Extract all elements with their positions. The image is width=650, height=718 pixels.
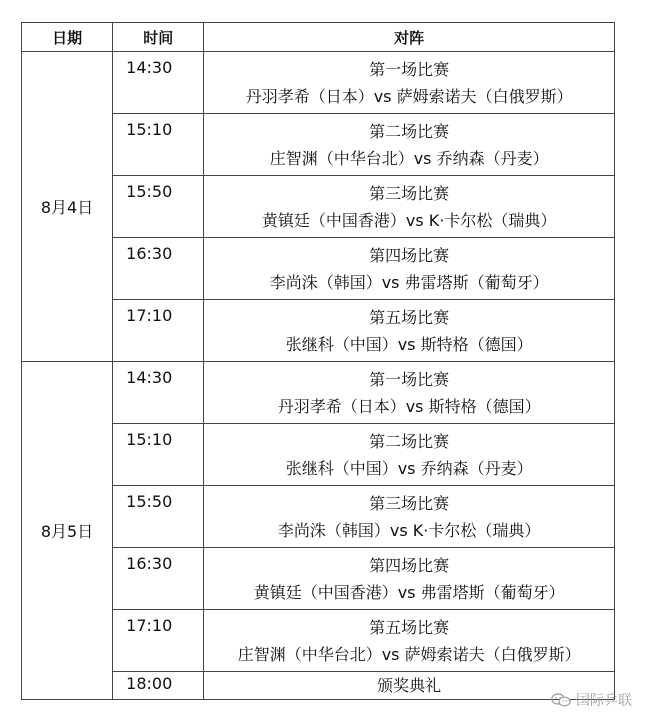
- match-cell: [204, 300, 615, 362]
- match-round: 第五场比赛: [369, 617, 450, 637]
- time-cell: 18:00: [113, 672, 204, 700]
- header-date: 日期: [22, 23, 113, 52]
- match-round: 第四场比赛: [369, 245, 450, 265]
- match-pairing: 黄镇廷（中国香港）vs 弗雷塔斯（葡萄牙）: [253, 582, 565, 602]
- match-round: 第三场比赛: [369, 183, 450, 203]
- match-pairing: 张继科（中国）vs 乔纳森（丹麦）: [285, 458, 533, 478]
- time-cell: 15:10: [113, 114, 204, 176]
- match-pairing: 丹羽孝希（日本）vs 萨姆索诺夫（白俄罗斯）: [245, 86, 573, 106]
- match-cell: [204, 176, 615, 238]
- ceremony-label: 颁奖典礼: [204, 672, 615, 700]
- header-match: 对阵: [204, 23, 615, 52]
- time-cell: 15:10: [113, 424, 204, 486]
- date-cell: 8月5日: [22, 362, 113, 700]
- date-cell: 8月4日: [22, 52, 113, 362]
- header-time: 时间: [113, 23, 204, 52]
- wechat-icon: [551, 693, 571, 707]
- time-cell: 16:30: [113, 548, 204, 610]
- match-cell: [204, 424, 615, 486]
- match-round: 第一场比赛: [369, 59, 450, 79]
- match-cell: [204, 548, 615, 610]
- match-cell: [204, 486, 615, 548]
- watermark: [551, 690, 632, 710]
- match-row: [22, 52, 615, 114]
- match-cell: [204, 52, 615, 114]
- time-cell: 15:50: [113, 176, 204, 238]
- match-round: 第五场比赛: [369, 307, 450, 327]
- match-round: 第二场比赛: [369, 431, 450, 451]
- time-cell: 17:10: [113, 300, 204, 362]
- match-cell: [204, 238, 615, 300]
- match-pairing: 丹羽孝希（日本）vs 斯特格（德国）: [277, 396, 541, 416]
- watermark-text: 国际乒联: [576, 693, 632, 709]
- time-cell: 16:30: [113, 238, 204, 300]
- match-pairing: 黄镇廷（中国香港）vs K·卡尔松（瑞典）: [261, 210, 557, 230]
- match-round: 第二场比赛: [369, 121, 450, 141]
- match-pairing: 李尚洙（韩国）vs 弗雷塔斯（葡萄牙）: [269, 272, 549, 292]
- schedule-table: [21, 22, 615, 700]
- match-cell: [204, 362, 615, 424]
- match-pairing: 李尚洙（韩国）vs K·卡尔松（瑞典）: [277, 520, 541, 540]
- time-cell: 14:30: [113, 362, 204, 424]
- match-pairing: 庄智渊（中华台北）vs 乔纳森（丹麦）: [269, 148, 549, 168]
- match-round: 第一场比赛: [369, 369, 450, 389]
- time-cell: 17:10: [113, 610, 204, 672]
- time-cell: 15:50: [113, 486, 204, 548]
- match-round: 第三场比赛: [369, 493, 450, 513]
- time-cell: 14:30: [113, 52, 204, 114]
- match-cell: [204, 114, 615, 176]
- match-pairing: 庄智渊（中华台北）vs 萨姆索诺夫（白俄罗斯）: [237, 644, 581, 664]
- match-round: 第四场比赛: [369, 555, 450, 575]
- match-pairing: 张继科（中国）vs 斯特格（德国）: [285, 334, 533, 354]
- header-row: [22, 23, 615, 52]
- match-row: [22, 362, 615, 424]
- match-cell: [204, 610, 615, 672]
